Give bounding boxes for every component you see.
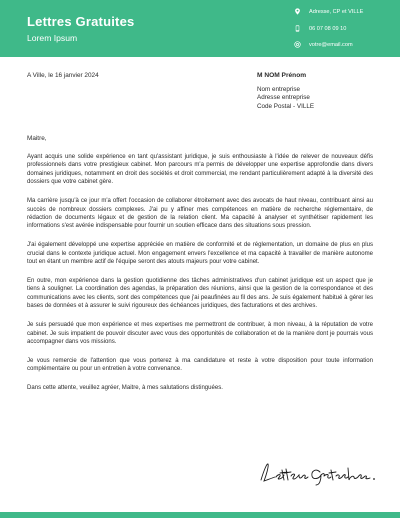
paragraph: En outre, mon expérience dans la gestion quotidienne des tâches administratives d'un cabinet juridique est un aspect que je tiens à souligner. La coordination des agendas, la préparation des réunions, ainsi que la gestion de la correspondance et des communications avec les clients, sont des compétences que j'ai peaufinées au fil des ans. Je suis également habitué à gérer les bases de données et à assurer le suivi rigoureux des échéances juridiques, des facturations et des archives. (27, 277, 373, 310)
handwritten-signature (258, 458, 378, 486)
phone-icon (294, 25, 301, 32)
location-pin-icon (294, 8, 301, 15)
header-banner (0, 0, 400, 57)
footer-bar (0, 512, 400, 518)
at-sign-icon (294, 41, 301, 48)
contact-address-text: Adresse, CP et VILLE (309, 8, 364, 15)
recipient-address: Adresse entreprise (257, 94, 310, 102)
letter-body (27, 153, 373, 403)
paragraph: Ma carrière jusqu'à ce jour m'a offert l'occasion de collaborer étroitement avec des avocats de haut niveau, contribuant ainsi au succès de nombreux dossiers complexes. J'ai pu y affiner mes compétences en matière de recherche réglementaire, de rédaction de documents légaux et de gestion de la relation client. Ma capacité à analyser et synthétiser rapidement les informations s'est avérée indispensable pour fournir un soutien efficace dans des situations sous pression. (27, 198, 373, 230)
paragraph: Je vous remercie de l'attention que vous porterez à ma candidature et reste à votre disposition pour toute information complémentaire ou pour un entretien à votre convenance. (27, 357, 373, 373)
paragraph: Ayant acquis une solide expérience en tant qu'assistant juridique, je suis enthousiaste à l'idée de relever de nouveaux défis professionnels dans votre prestigieux cabinet. Mon parcours m'a permis de développer une expertise approfondie dans divers domaines juridiques, notamment en droit des sociétés et droit commercial, me rendant particulièrement adapté à la diversité des dossiers que votre cabinet gère. (27, 154, 373, 186)
paragraph: Je suis persuadé que mon expérience et mes expertises me permettront de contribuer, à mon niveau, à la réputation de votre cabinet. Je suis impatient de pouvoir discuter avec vous des opportunités de collaboration et de la manière dont je pourrais vous accompagner dans vos missions. (27, 322, 373, 345)
recipient-postal: Code Postal - VILLE (257, 102, 315, 110)
brand-subtitle: Lorem Ipsum (27, 33, 78, 43)
contact-phone (294, 25, 346, 32)
contact-phone-text: 06 07 08 09 10 (309, 25, 347, 32)
contact-email-text[interactable]: votre@email.com (309, 41, 353, 48)
recipient-company: Nom entreprise (257, 85, 301, 93)
contact-address (294, 8, 363, 15)
paragraph: Dans cette attente, veuillez agréer, Maitre, à mes salutations distinguées. (27, 385, 223, 392)
recipient-name: M NOM Prénom (257, 72, 307, 79)
contact-email[interactable] (294, 41, 353, 48)
salutation: Maitre, (27, 135, 47, 142)
letter-date: A Ville, le 16 janvier 2024 (27, 72, 99, 79)
brand-title: Lettres Gratuites (27, 14, 135, 29)
paragraph: J'ai également développé une expertise appréciée en matière de conformité et de réglementation, un domaine de plus en plus crucial dans le contexte juridique actuel. Mon engagement envers l'excellence et ma capacité à travailler de manière autonome tout en étant un membre actif de l'équipe seront des atouts majeurs pour votre cabinet. (27, 242, 373, 266)
recipient-block (257, 72, 314, 111)
